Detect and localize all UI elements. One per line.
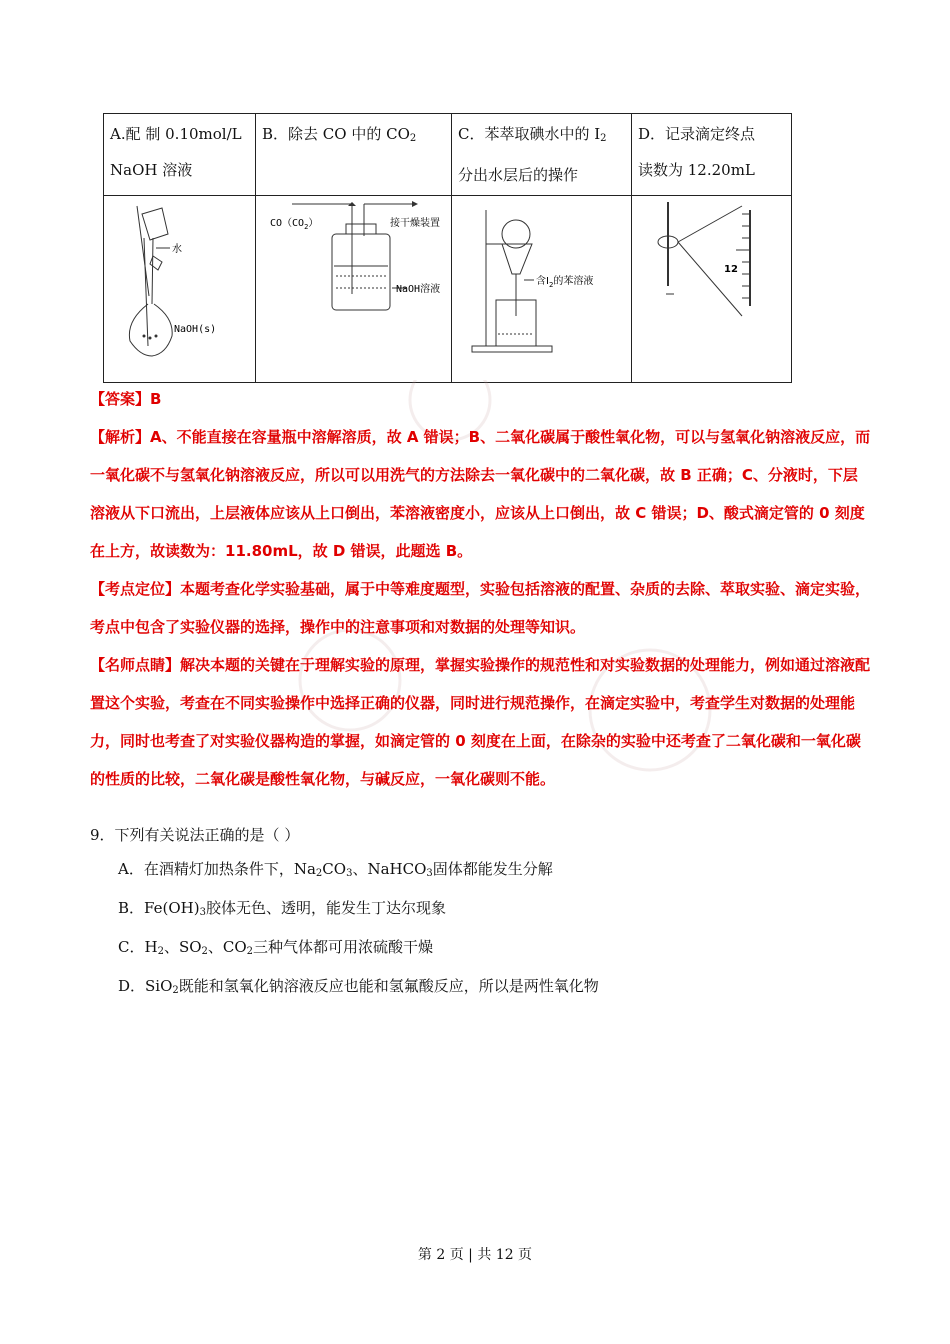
option-a-line1: A.配 制 0.10mol/L	[110, 125, 242, 143]
option-d: D．SiO$_2$既能和氢氧化钠溶液反应也能和氢氟酸反应，所以是两性氧化物	[118, 977, 599, 996]
question-9	[90, 818, 870, 1008]
answer-block	[90, 380, 872, 798]
answer-topic: 【考点定位】本题考查化学实验基础，属于中等难度题型，实验包括溶液的配置、杂质的去除、萃取实验、滴定实验，考点中包含了实验仪器的选择，操作中的注意事项和对数据的处理等知识。	[90, 580, 871, 636]
option-a-cell	[104, 114, 256, 196]
answer-tips: 【名师点睛】解决本题的关键在于理解实验的原理，掌握实验操作的规范性和对实验数据的处理能力，例如通过溶液配置这个实验，考查在不同实验操作中选择正确的仪器，同时进行规范操作，在滴定实验中，考查学生对数据的处理能力，同时也考查了对实验仪器构造的掌握，如滴定管的 0 刻度在上面，在除杂的实验中还考查了二氧化碳和一氧化碳的性质的比较，二氧化碳是酸性氧化物，与碱反应，一氧化碳则不能。	[90, 656, 871, 788]
option-b-label: B．除去 CO 中的 CO	[262, 125, 410, 143]
options-table	[103, 113, 792, 383]
page-footer: 第 2 页 | 共 12 页	[417, 1247, 533, 1263]
figure-b-gas-washing-bottle	[256, 196, 452, 383]
option-a-line2: NaOH 溶液	[110, 161, 193, 179]
option-c-line2: 分出水层后的操作	[458, 166, 579, 184]
figure-a-water-label: 水	[172, 244, 182, 255]
figure-c-separatory-funnel	[452, 196, 632, 383]
figure-a-volumetric-flask	[104, 196, 256, 383]
question-stem: 9．下列有关说法正确的是（ ）	[90, 826, 300, 844]
figure-b-gas-label: $CO(CO_2)$	[270, 218, 319, 231]
option-b-cell: B．除去 CO 中的 $CO_2$	[256, 114, 452, 196]
figure-d-scale-mark: 12	[724, 264, 738, 275]
figure-c-solution-label: 含$I_2$的苯溶液	[536, 276, 594, 289]
option-a: A．在酒精灯加热条件下，$Na_2CO_3$、NaHCO$_3$固体都能发生分解	[118, 860, 553, 879]
option-d-cell	[632, 114, 792, 196]
option-d-line1: D．记录滴定终点	[638, 125, 756, 143]
options-label-row	[104, 114, 792, 196]
option-c-label: C．苯萃取碘水中的 I	[458, 125, 601, 143]
answer-analysis: 【解析】A、不能直接在容量瓶中溶解溶质，故 A 错误；B、二氧化碳属于酸性氧化物，可以与氢氧化钠溶液反应，而一氧化碳不与氢氧化钠溶液反应，所以可以用洗气的方法除去一氧化碳中的二氧化碳，故 B 正确；C、分液时，下层溶液从下口流出，上层液体应该从上口倒出，苯溶液密度小，应该从上口倒出，故 C 错误；D、酸式滴定管的 0 刻度在上方，故读数为：11.80mL，故 D 错误，此题选 B。	[90, 428, 871, 560]
option-b: B．$Fe(OH)_3$胶体无色、透明，能发生丁达尔现象	[118, 899, 446, 918]
answer-key: 【答案】B	[90, 390, 162, 408]
figure-b-dry-label: 接干燥装置	[390, 218, 440, 229]
figure-b-solution-label: NaOH溶液	[396, 284, 441, 295]
options-figure-row	[104, 196, 792, 383]
figure-d-burette-reading	[632, 196, 792, 383]
option-d-line2: 读数为 12.20mL	[638, 161, 755, 179]
option-c-cell: C．苯萃取碘水中的 $I_2$ 分出水层后的操作	[452, 114, 632, 196]
option-c: C．$H_2$、$SO_2$、$CO_2$三种气体都可用浓硫酸干燥	[118, 938, 434, 957]
figure-a-solid-label: NaOH(s)	[174, 324, 217, 335]
